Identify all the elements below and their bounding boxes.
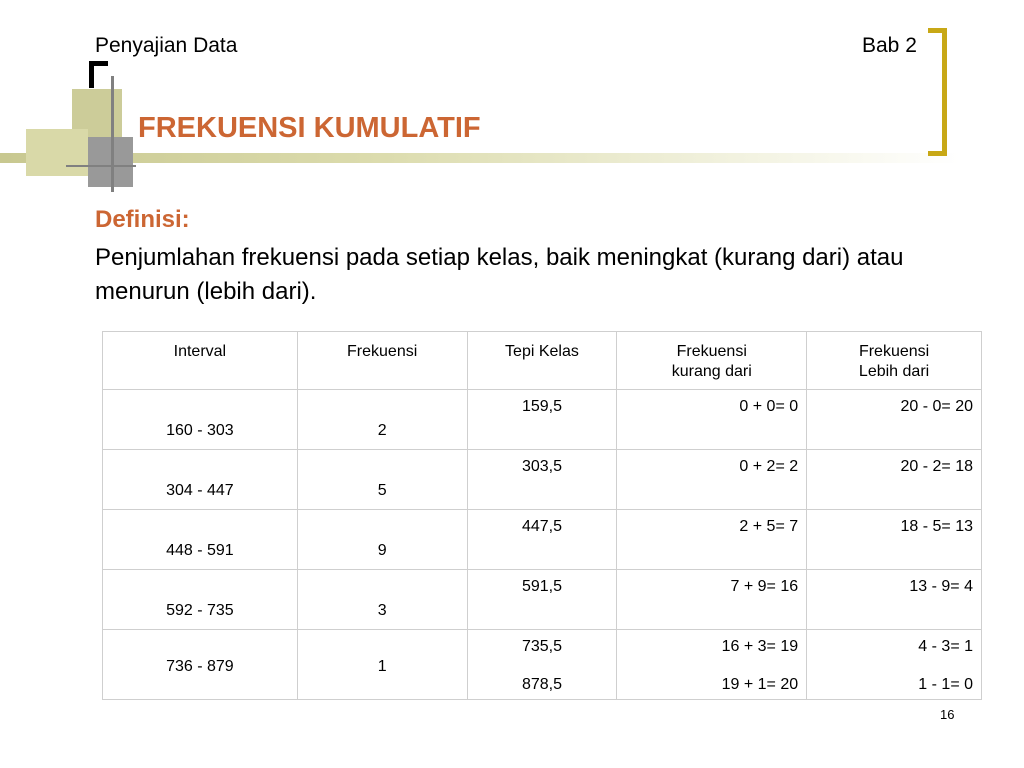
page-number: 16 [940,707,955,722]
table-row [103,570,982,630]
header-chapter-topic: Penyajian Data [95,34,238,57]
cell-interval: 160 - 303 [103,390,298,450]
header-interval: Interval [103,332,298,390]
table-row [103,510,982,570]
table-row [103,390,982,450]
cell-lebih: 20 - 0= 20 [807,390,982,450]
header-kurang-dari: Frekuensi kurang dari [617,332,807,390]
decor-bracket-left [89,61,108,88]
decor-square-light [26,129,88,176]
cell-interval: 448 - 591 [103,510,298,570]
cell-tepi: 447,5 [467,510,617,570]
header-tepi-kelas: Tepi Kelas [467,332,617,390]
table-row [103,450,982,510]
cell-kurang: 0 + 2= 2 [617,450,807,510]
header-chapter-number: Bab 2 [862,34,917,57]
table-row [103,630,982,700]
cell-kurang: 2 + 5= 7 [617,510,807,570]
cell-tepi: 591,5 [467,570,617,630]
cell-interval: 592 - 735 [103,570,298,630]
cell-lebih: 20 - 2= 18 [807,450,982,510]
cell-frekuensi: 9 [297,510,467,570]
table-header-row [103,332,982,390]
definition-body: Penjumlahan frekuensi pada setiap kelas, baik meningkat (kurang dari) atau menurun (lebih dari). [95,244,904,305]
cell-lebih: 4 - 3= 1 1 - 1= 0 [807,630,982,700]
cell-kurang: 7 + 9= 16 [617,570,807,630]
slide-title: FREKUENSI KUMULATIF [138,112,481,144]
cell-tepi: 735,5 878,5 [467,630,617,700]
cell-lebih: 18 - 5= 13 [807,510,982,570]
cell-frekuensi: 1 [297,630,467,700]
cell-kurang: 0 + 0= 0 [617,390,807,450]
cumulative-frequency-table [102,331,982,700]
cell-lebih: 13 - 9= 4 [807,570,982,630]
decor-bracket-right [928,28,947,156]
cell-tepi: 159,5 [467,390,617,450]
cell-frekuensi: 5 [297,450,467,510]
cell-interval: 736 - 879 [103,630,298,700]
cell-kurang: 16 + 3= 19 19 + 1= 20 [617,630,807,700]
cell-tepi: 303,5 [467,450,617,510]
decor-vertical-line [111,76,114,192]
cell-frekuensi: 3 [297,570,467,630]
header-lebih-dari: Frekuensi Lebih dari [807,332,982,390]
decor-horizontal-line [66,165,136,167]
cell-interval: 304 - 447 [103,450,298,510]
title-underline-bar [0,153,960,163]
header-frekuensi: Frekuensi [297,332,467,390]
cell-frekuensi: 2 [297,390,467,450]
definition-heading: Definisi: [95,206,190,233]
